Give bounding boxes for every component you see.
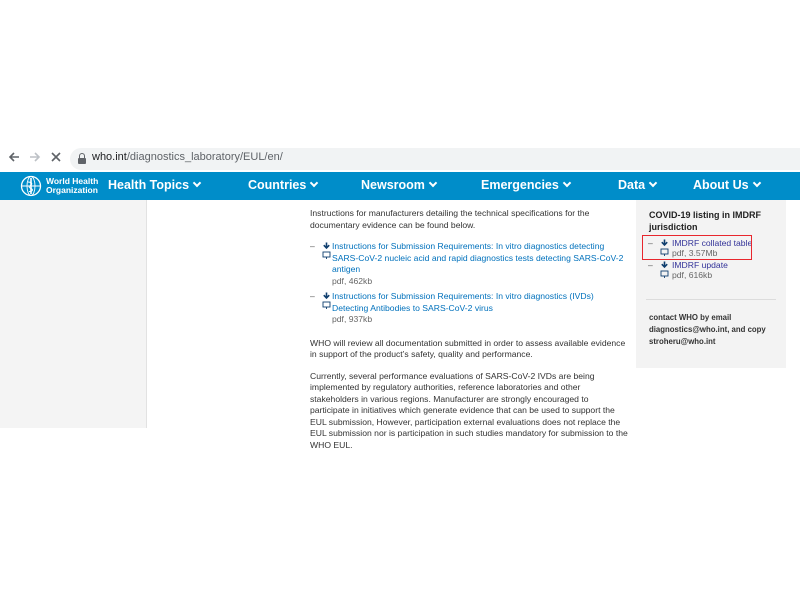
nav-newsroom[interactable]: Newsroom <box>361 178 436 192</box>
sidebar-item-meta: pdf, 3.57Mb <box>672 248 718 258</box>
document-item: – Instructions for Submission Requirements: In vitro diagnostics detecting SARS-CoV-2 nucleic acid and rapid diagnostics tests detecting SARS-CoV-2 antigen pdf, 462kb <box>310 241 628 287</box>
evaluations-paragraph: Currently, several performance evaluations of SARS-CoV-2 IVDs are being implemented by regulatory authorities, reference laboratories and other stakeholders in various regions. Manufacturer are strongly encouraged to participate in initiatives which generate evidence that can be used to support the EUL submission, However, participation external evaluations does not replace the EUL submission nor is participation in such studies mandatory for submission to the WHO EUL. <box>310 370 628 450</box>
chevron-down-icon <box>310 179 318 187</box>
chevron-down-icon <box>752 179 760 187</box>
document-item: – Instructions for Submission Requirements: In vitro diagnostics (IVDs) Detecting Antibodies to SARS-CoV-2 virus pdf, 937kb <box>310 291 628 326</box>
intro-paragraph: Instructions for manufacturers detailing the technical specifications for the documentary evidence can be found below. <box>310 208 590 230</box>
chevron-down-icon <box>563 179 571 187</box>
right-sidebar: COVID-19 listing in IMDRF jurisdiction – IMDRF collated table pdf, 3.57Mb – IMDRF update pdf, 616kb contact WHO by email diagnostics@who.int, and copy stroheru@who.int <box>636 200 786 368</box>
back-arrow-icon[interactable] <box>6 150 22 166</box>
highlight-box <box>642 235 752 260</box>
chevron-down-icon <box>649 179 657 187</box>
sidebar-title: COVID-19 listing in IMDRF jurisdiction <box>649 210 762 232</box>
stop-loading-icon[interactable] <box>48 150 64 166</box>
nav-countries[interactable]: Countries <box>248 178 317 192</box>
chevron-down-icon <box>429 179 437 187</box>
logo-text: World Health Organization <box>46 176 99 195</box>
address-bar[interactable] <box>70 148 800 170</box>
left-column <box>0 200 147 428</box>
nav-health-topics[interactable]: Health Topics <box>108 178 200 192</box>
forward-arrow-icon[interactable] <box>27 150 43 166</box>
download-pdf-icon[interactable] <box>322 292 331 310</box>
main-content <box>310 208 628 461</box>
nav-about-us[interactable]: About Us <box>693 178 760 192</box>
site-navigation <box>0 172 800 200</box>
document-link-nucleic-acid[interactable]: Instructions for Submission Requirements: In vitro diagnostics detecting SARS-CoV-2 nucleic acid and rapid diagnostics tests detecting SARS-CoV-2 antigen <box>332 241 624 274</box>
review-paragraph: WHO will review all documentation submitted in order to assess available evidence in support of the product’s safety, quality and performance. <box>310 337 626 359</box>
document-meta: pdf, 937kb <box>332 314 373 324</box>
lock-icon <box>78 153 86 164</box>
imdrf-update-link[interactable]: IMDRF update <box>672 260 728 270</box>
nav-emergencies[interactable]: Emergencies <box>481 178 570 192</box>
url-text: who.int/diagnostics_laboratory/EUL/en/ <box>92 151 283 163</box>
browser-toolbar <box>0 146 800 172</box>
sidebar-contact: contact WHO by email diagnostics@who.int, and copy stroheru@who.int <box>649 313 766 346</box>
who-emblem-icon <box>20 175 42 197</box>
document-meta: pdf, 462kb <box>332 275 373 286</box>
download-pdf-icon[interactable] <box>322 242 331 260</box>
imdrf-collated-table-link[interactable]: IMDRF collated table <box>672 238 753 248</box>
download-pdf-icon[interactable] <box>660 261 669 279</box>
sidebar-divider <box>646 299 776 300</box>
chevron-down-icon <box>193 179 201 187</box>
sidebar-item-meta: pdf, 616kb <box>672 270 713 280</box>
nav-data[interactable]: Data <box>618 178 656 192</box>
document-link-antibodies[interactable]: Instructions for Submission Requirements: In vitro diagnostics (IVDs) Detecting Antibodies to SARS-CoV-2 virus <box>332 291 594 313</box>
